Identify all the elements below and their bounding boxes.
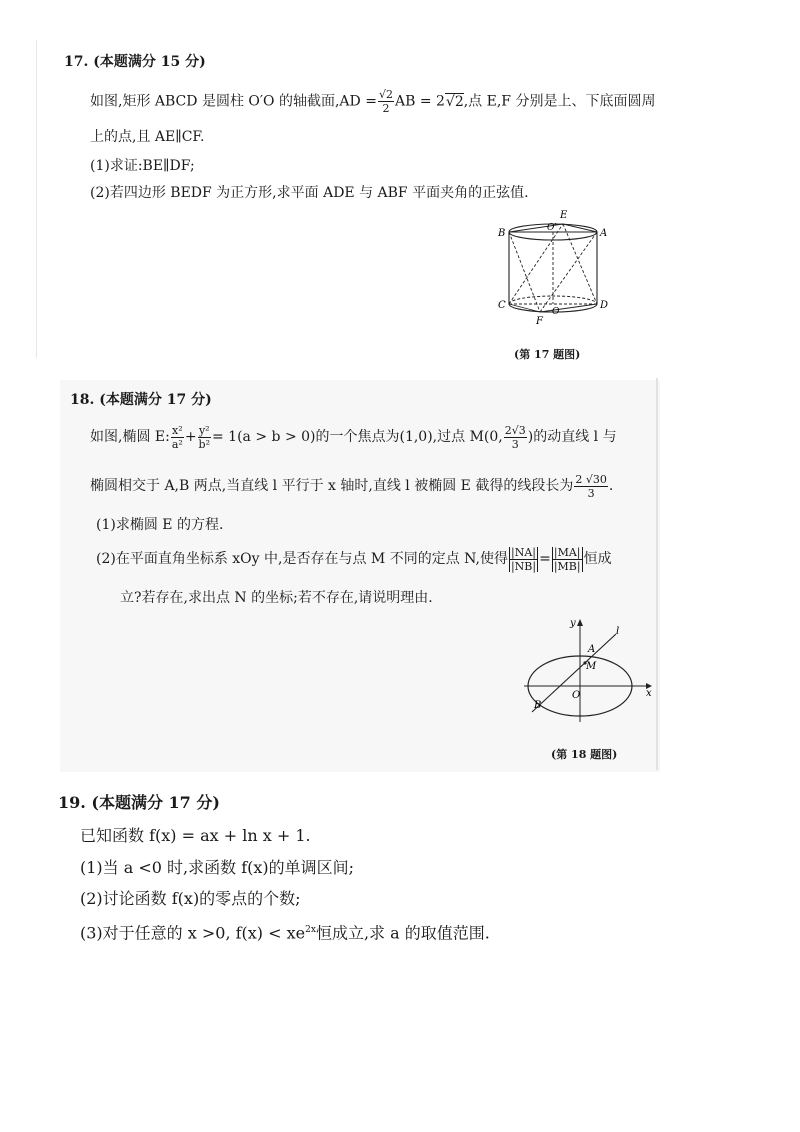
- q17-stem-line2: 上的点,且 AE∥CF.: [90, 129, 205, 145]
- q18-label-x: x: [646, 688, 652, 699]
- q17-label-D: D: [600, 300, 609, 311]
- q19-part-2: (2)讨论函数 f(x)的零点的个数;: [80, 889, 301, 908]
- q18-label-y: y: [570, 618, 576, 629]
- scan-edge-left: [36, 40, 37, 358]
- q19-intro: 已知函数 f(x) = ax + ln x + 1.: [80, 826, 311, 845]
- q18-label-M: M: [586, 661, 597, 672]
- q17-label-A: A: [600, 228, 608, 239]
- q18-part-1: (1)求椭圆 E 的方程.: [96, 517, 224, 533]
- q17-label-C: C: [498, 300, 506, 311]
- q17-ad-fraction: $\frac{√2}{2}$: [378, 88, 393, 115]
- q18-label-B: B: [534, 700, 542, 711]
- q18-label-A: A: [588, 644, 596, 655]
- q18-stem-line2: 椭圆相交于 A,B 两点,当直线 l 平行于 x 轴时,直线 l 被椭圆 E 截得的线段长为 $\frac{2 √30}{3}$ .: [90, 472, 614, 500]
- q18-label-O: O: [572, 690, 581, 701]
- q17-figure-caption: (第 17 题图): [514, 348, 581, 361]
- q18-ellipse-figure: [518, 614, 658, 726]
- q19-header: 19. (本题满分 17 分): [58, 793, 220, 812]
- q18-label-l: l: [616, 626, 620, 637]
- q18-stem-line1: 如图,椭圆 E: $\frac{\text{x²}}{\text{a²}}$ + $\frac{\text{y²}}{\text{b²}}$ = 1(a > b > 0)的一个焦点为(1,0),过点 M(0, $\frac{2√3}{3}$ )的动直线 l 与: [90, 423, 617, 451]
- q17-label-E: E: [560, 210, 568, 221]
- q17-cylinder-figure: [490, 202, 620, 342]
- q18-point-m-fraction: $\frac{2√3}{3}$: [504, 423, 526, 451]
- q18-header: 18. (本题满分 17 分): [70, 392, 212, 408]
- q17-label-F: F: [536, 316, 543, 327]
- q17-label-B: B: [498, 228, 506, 239]
- q17-part-1: (1)求证:BE∥DF;: [90, 158, 195, 174]
- q18-part-2-continued: 立?若存在,求出点 N 的坐标;若不存在,请说明理由.: [120, 590, 433, 606]
- q17-label-O1: O′: [547, 223, 557, 233]
- q19-part-3: (3)对于任意的 x >0, $f(x) < xe^{2x}$恒成立,求 a 的取值范围.: [80, 923, 490, 943]
- q18-figure-caption: (第 18 题图): [551, 748, 618, 761]
- q17-part-2: (2)若四边形 BEDF 为正方形,求平面 ADE 与 ABF 平面夹角的正弦值.: [90, 185, 529, 201]
- q18-part-2: (2)在平面直角坐标系 xOy 中,是否存在与点 M 不同的定点 N,使得 $\frac{|NA|}{|NB|}$ = $\frac{|MA|}{|MB|}$ 恒成: [96, 545, 612, 573]
- q17-label-O: O: [552, 307, 560, 317]
- q19-part-1: (1)当 a <0 时,求函数 f(x)的单调区间;: [80, 858, 355, 877]
- q17-stem-line1: 如图,矩形 ABCD 是圆柱 O′O 的轴截面,AD = $\frac{√2}{2}$ AB = 2√2,点 E,F 分别是上、下底面圆周: [90, 88, 656, 115]
- q18-chord-length-fraction: $\frac{2 √30}{3}$: [575, 472, 607, 500]
- q17-header: 17. (本题满分 15 分): [64, 54, 206, 70]
